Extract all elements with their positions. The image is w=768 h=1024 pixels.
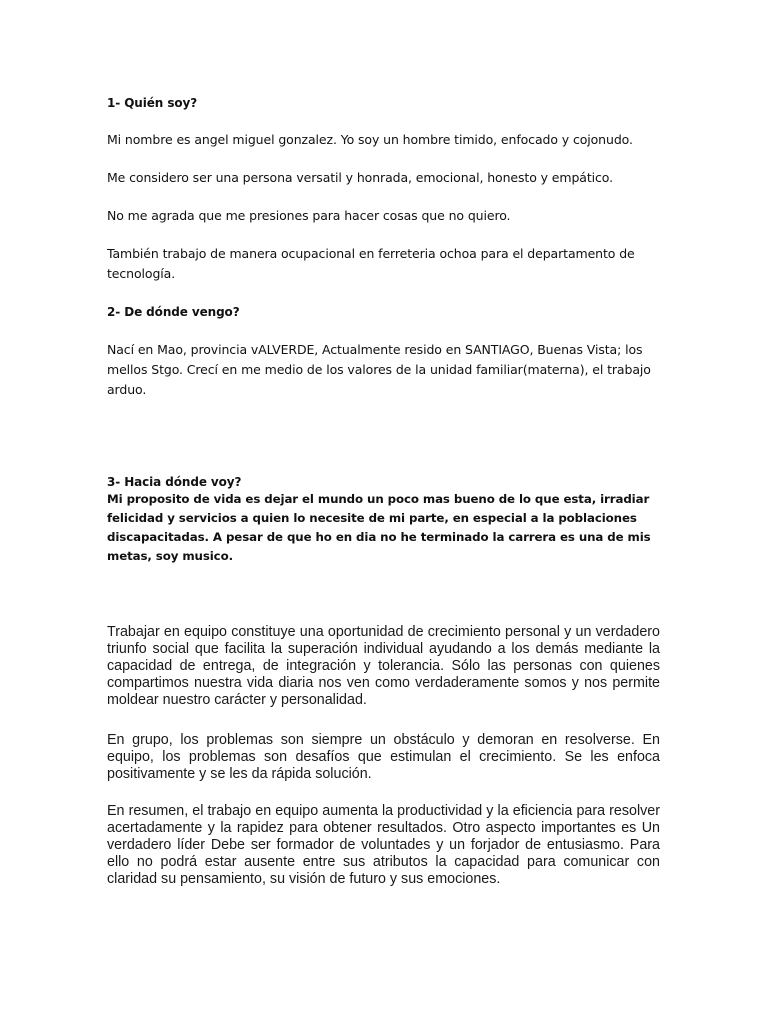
essay-paragraph-group: En grupo, los problemas son siempre un obstáculo y demoran en resolverse. En equipo, los problemas son desafíos que estimulan el crecimiento. Se les enfoca positivamente y se les da rápida solución.: [107, 732, 660, 782]
heading-where-to: 3- Hacia dónde voy?: [107, 475, 242, 489]
paragraph-work: También trabajo de manera ocupacional en ferreteria ochoa para el departamento de tecnología.: [107, 246, 635, 281]
paragraph-origin: Nací en Mao, provincia vALVERDE, Actualmente resido en SANTIAGO, Buenas Vista; los mellos Stgo. Crecí en me medio de los valores de la unidad familiar(materna), el trabajo arduo.: [107, 342, 651, 397]
essay-paragraph-teamwork: Trabajar en equipo constituye una oportunidad de crecimiento personal y un verdadero triunfo social que facilita la superación individual ayudando a los demás mediante la capacidad de entrega, de integración y tolerancia. Sólo las personas con quienes compartimos nuestra vida diaria nos ven como verdaderamente somos y nos permite moldear nuestro carácter y personalidad.: [107, 624, 660, 708]
essay-paragraph-summary: En resumen, el trabajo en equipo aumenta la productividad y la eficiencia para resolver acertadamente y la rapidez para obtener resultados. Otro aspecto importantes es Un verdadero líder Debe ser formador de voluntades y un forjador de entusiasmo. Para ello no podrá estar ausente entre sus atributos la capacidad para comunicar con claridad su pensamiento, su visión de futuro y sus emociones.: [107, 803, 660, 887]
heading-where-from: 2- De dónde vengo?: [107, 305, 240, 319]
heading-who-am-i: 1- Quién soy?: [107, 96, 198, 110]
paragraph-name: Mi nombre es angel miguel gonzalez. Yo soy un hombre timido, enfocado y cojonudo.: [107, 132, 633, 147]
paragraph-self-view: Me considero ser una persona versatil y honrada, emocional, honesto y empático.: [107, 170, 613, 185]
paragraph-dislikes: No me agrada que me presiones para hacer cosas que no quiero.: [107, 208, 511, 223]
paragraph-purpose: Mi proposito de vida es dejar el mundo un poco mas bueno de lo que esta, irradiar felicidad y servicios a quien lo necesite de mi parte, en especial a la poblaciones discapacitadas. A pesar de que ho en dia no he terminado la carrera es una de mis metas, soy musico.: [107, 492, 651, 563]
